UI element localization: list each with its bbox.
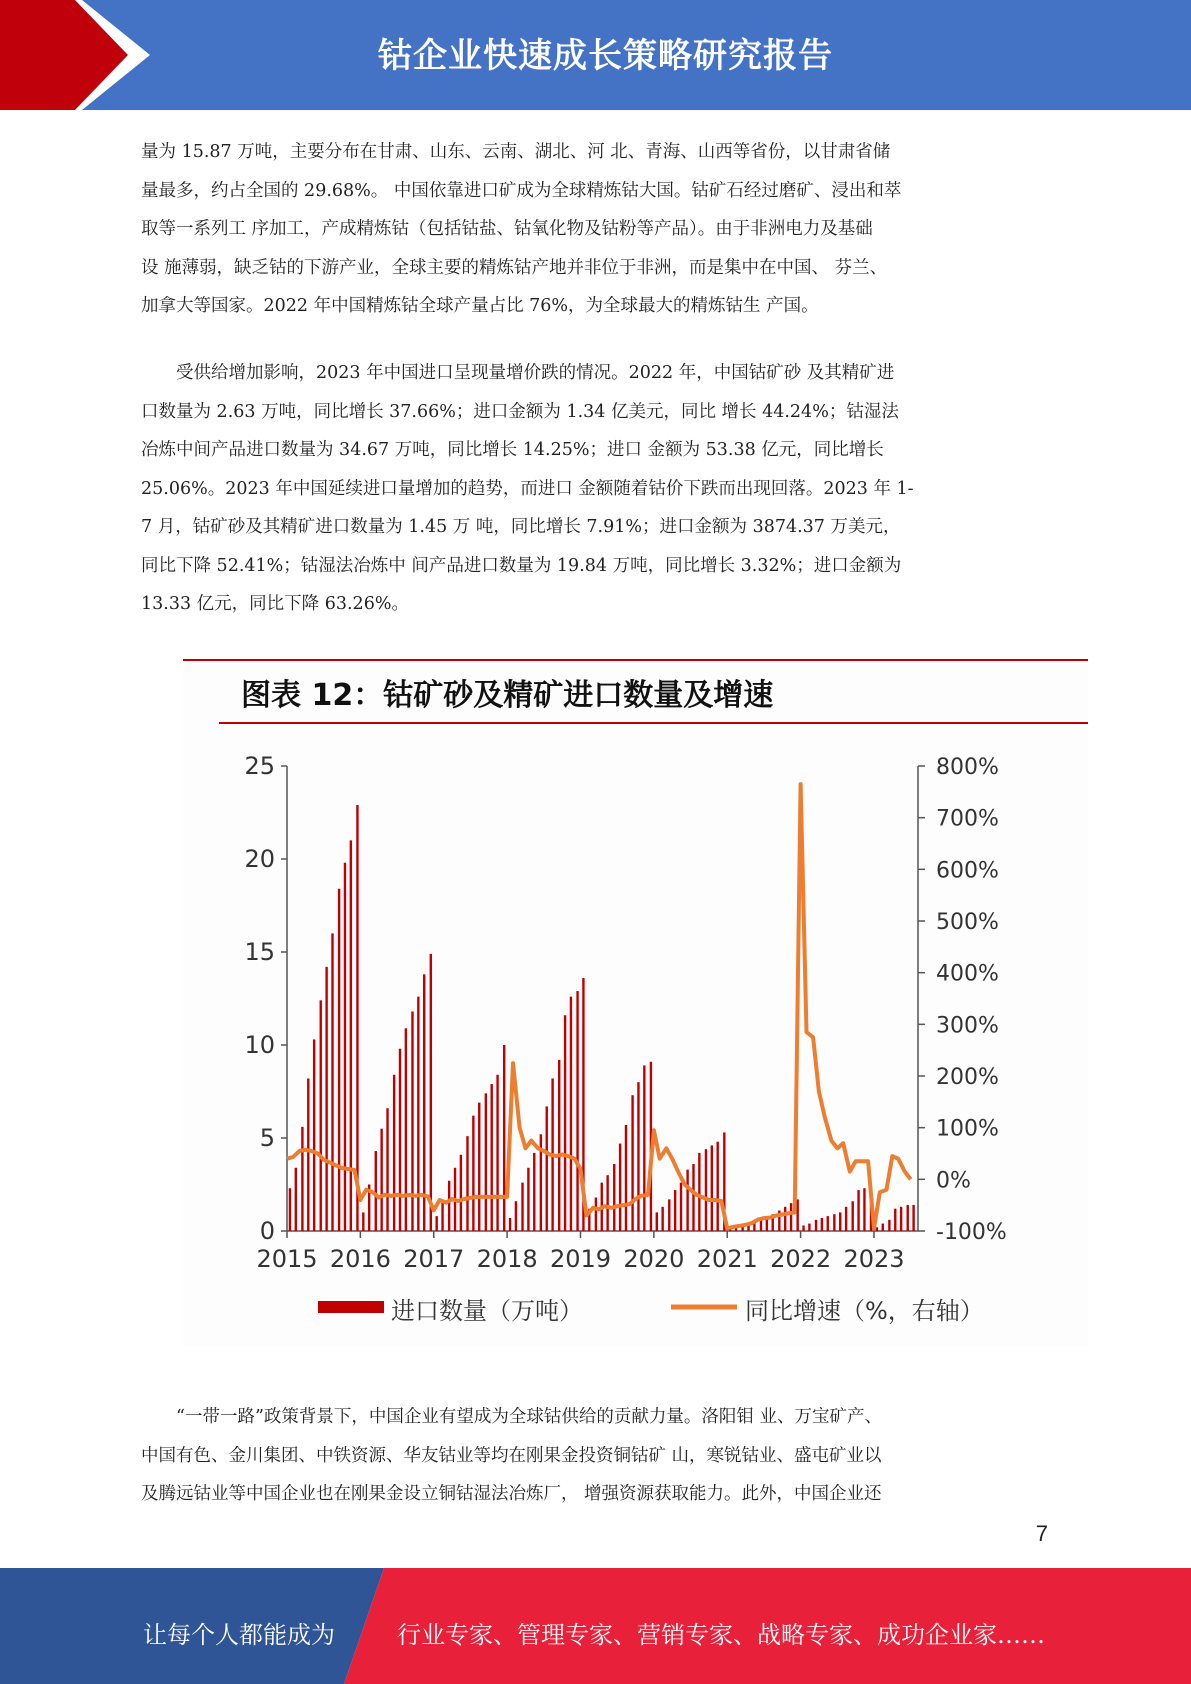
bar (656, 1212, 658, 1231)
bar (796, 1199, 798, 1231)
bar (680, 1183, 682, 1231)
right-tick-label: 0% (936, 1168, 971, 1194)
right-y-axis (918, 755, 1007, 1245)
x-tick-label: 2021 (696, 1245, 758, 1273)
bar (325, 967, 327, 1231)
bar (802, 1225, 804, 1231)
bar (564, 1015, 566, 1231)
bar (546, 1106, 548, 1231)
bar (441, 1201, 443, 1231)
import-chart (183, 659, 1088, 1346)
x-tick-label: 2020 (623, 1245, 685, 1273)
footer-roles: 行业专家、管理专家、营销专家、战略专家、成功企业家…… (397, 1621, 1045, 1649)
chart-svg (183, 659, 1088, 1346)
bar (808, 1224, 810, 1231)
bar (320, 1000, 322, 1231)
bar (515, 1201, 517, 1231)
right-tick-label: 100% (936, 1116, 999, 1142)
bar (313, 1039, 315, 1231)
x-tick-label: 2017 (403, 1245, 465, 1273)
bar (350, 840, 352, 1231)
bar (491, 1084, 493, 1231)
paragraph-line: “一带一路”政策背景下，中国企业有望成为全球钴供给的贡献力量。洛阳钼 业、万宝矿产、 (141, 1407, 882, 1427)
bar (307, 1078, 309, 1231)
right-tick-label: 200% (936, 1065, 999, 1090)
bar (863, 1188, 865, 1231)
bar (698, 1153, 700, 1231)
page-number: 7 (1035, 1521, 1048, 1546)
bar (882, 1224, 884, 1231)
bar (784, 1207, 786, 1231)
bar (362, 1212, 364, 1231)
bar (851, 1201, 853, 1231)
bar (625, 1125, 627, 1231)
bar (570, 997, 572, 1231)
x-tick-label: 2015 (256, 1245, 318, 1273)
bar (375, 1151, 377, 1231)
bar (894, 1209, 896, 1231)
bar (705, 1149, 707, 1231)
bar (674, 1190, 676, 1231)
bar (423, 974, 425, 1231)
bar (631, 1095, 633, 1231)
paragraph-line: 取等一系列工 序加工，产成精炼钴（包括钴盐、钴氧化物及钴粉等产品）。由于非洲电力及基础 (141, 219, 873, 239)
right-tick-label: 400% (936, 961, 999, 987)
left-tick-label: 5 (259, 1124, 275, 1152)
paragraph-line: 同比下降 52.41%；钴湿法冶炼中 间产品进口数量为 19.84 万吨，同比增长 3.32%；进口金额为 (141, 555, 902, 576)
paragraph-line: 及腾远钴业等中国企业也在刚果金设立铜钴湿法冶炼厂， 增强资源获取能力。此外，中国企业还 (141, 1484, 882, 1504)
left-tick-label: 0 (259, 1217, 275, 1245)
x-tick-label: 2023 (843, 1245, 905, 1273)
bar (503, 1045, 505, 1231)
bar (821, 1218, 823, 1231)
x-tick-label: 2022 (770, 1245, 832, 1273)
bar (692, 1164, 694, 1231)
right-tick-label: 700% (936, 806, 999, 832)
bar (606, 1175, 608, 1231)
bar (435, 1216, 437, 1231)
bar (839, 1212, 841, 1231)
paragraph-line: 受供给增加影响，2023 年中国进口呈现量增价跌的情况。2022 年，中国钴矿砂 及其精矿进 (141, 363, 895, 383)
bar (380, 1129, 382, 1231)
paragraph-line: 25.06%。2023 年中国延续进口量增加的趋势，而进口 金额随着钴价下跌而出现回落。2023 年 1- (141, 478, 914, 499)
bar (613, 1164, 615, 1231)
bar (711, 1145, 713, 1231)
legend-bar-label: 进口数量（万吨） (391, 1297, 583, 1325)
x-tick-label: 2018 (476, 1245, 538, 1273)
paragraph-line: 量最多，约占全国的 29.68%。 中国依靠进口矿成为全球精炼钴大国。钴矿石经过磨矿、浸出和萃 (141, 180, 902, 201)
body-paragraph-3 (141, 1398, 1046, 1514)
bar (668, 1199, 670, 1231)
left-tick-label: 15 (244, 938, 275, 966)
x-tick-label: 2016 (329, 1245, 391, 1273)
bar (888, 1220, 890, 1231)
paragraph-line: 口数量为 2.63 万吨，同比增长 37.66%；进口金额为 1.34 亿美元，同比 增长 44.24%；钴湿法 (141, 401, 899, 422)
bar (637, 1082, 639, 1231)
bar (845, 1207, 847, 1231)
left-tick-label: 10 (244, 1031, 275, 1059)
bar (521, 1183, 523, 1231)
bar (760, 1220, 762, 1231)
bar (485, 1093, 487, 1231)
right-tick-label: 300% (936, 1013, 999, 1039)
body-paragraph-1 (141, 133, 1046, 326)
bar (900, 1207, 902, 1231)
bar (338, 889, 340, 1231)
bar (661, 1207, 663, 1231)
paragraph-line: 设 施薄弱，缺乏钴的下游产业，全球主要的精炼钴产地并非位于非洲，而是集中在中国、 芬兰、 (141, 257, 888, 278)
legend-line-label: 同比增速（%，右轴） (745, 1297, 984, 1325)
bar (448, 1181, 450, 1231)
chart-title: 图表 12：钴矿砂及精矿进口数量及增速 (241, 678, 774, 713)
bar (686, 1170, 688, 1231)
bar (533, 1153, 535, 1231)
bar (790, 1203, 792, 1231)
bar (595, 1198, 597, 1231)
bar (857, 1190, 859, 1231)
bar (386, 1108, 388, 1231)
x-axis (256, 1231, 918, 1273)
paragraph-line: 7 月，钴矿砂及其精矿进口数量为 1.45 万 吨，同比增长 7.91%；进口金额为 3874.37 万美元， (141, 517, 901, 537)
bar-series (289, 805, 915, 1231)
bar (815, 1220, 817, 1231)
bar (527, 1168, 529, 1231)
bar (460, 1155, 462, 1231)
bar (833, 1214, 835, 1231)
bar (716, 1142, 718, 1231)
left-y-axis (244, 752, 287, 1245)
bar (331, 933, 333, 1231)
legend-bar-swatch (318, 1301, 384, 1313)
left-tick-label: 25 (244, 752, 275, 780)
bar (509, 1218, 511, 1231)
chart-legend (318, 1297, 984, 1325)
bar (478, 1103, 480, 1231)
bar (558, 1060, 560, 1231)
bar (430, 954, 432, 1231)
bar (295, 1168, 297, 1231)
body-paragraph-2 (141, 354, 1046, 624)
bar (344, 863, 346, 1231)
bar (405, 1028, 407, 1231)
right-tick-label: -100% (936, 1220, 1007, 1245)
bar (289, 1188, 291, 1231)
paragraph-line: 加拿大等国家。2022 年中国精炼钴全球产量占比 76%，为全球最大的精炼钴生 产国。 (141, 296, 819, 316)
paragraph-line: 量为 15.87 万吨，主要分布在甘肃、山东、云南、湖北、河 北、青海、山西等省份，以甘肃省储 (141, 142, 891, 162)
bar (907, 1205, 909, 1231)
bar (356, 805, 358, 1231)
bar (411, 1012, 413, 1231)
paragraph-line: 冶炼中间产品进口数量为 34.67 万吨，同比增长 14.25%；进口 金额为 53.38 亿元，同比增长 (141, 440, 884, 460)
footer-slogan: 让每个人都能成为 (143, 1621, 335, 1649)
bar (496, 1075, 498, 1231)
right-tick-label: 500% (936, 910, 999, 935)
bar (466, 1136, 468, 1231)
left-tick-label: 20 (244, 845, 275, 873)
page-footer (0, 1568, 1191, 1684)
page-title: 钴企业快速成长策略研究报告 (378, 36, 833, 76)
bar (643, 1065, 645, 1231)
bar (912, 1205, 914, 1231)
bar (301, 1127, 303, 1231)
paragraph-line: 中国有色、金川集团、中铁资源、华友钴业等均在刚果金投资铜钴矿 山，寒锐钴业、盛屯矿业以 (141, 1445, 882, 1466)
bar (827, 1216, 829, 1231)
right-tick-label: 600% (936, 858, 999, 884)
bar (619, 1144, 621, 1231)
page-header (0, 0, 1191, 110)
bar (393, 1075, 395, 1231)
bar (576, 991, 578, 1231)
right-tick-label: 800% (936, 755, 999, 780)
paragraph-line: 13.33 亿元，同比下降 63.26%。 (141, 594, 409, 614)
x-tick-label: 2019 (549, 1245, 612, 1273)
bar (472, 1116, 474, 1231)
bar (399, 1049, 401, 1231)
